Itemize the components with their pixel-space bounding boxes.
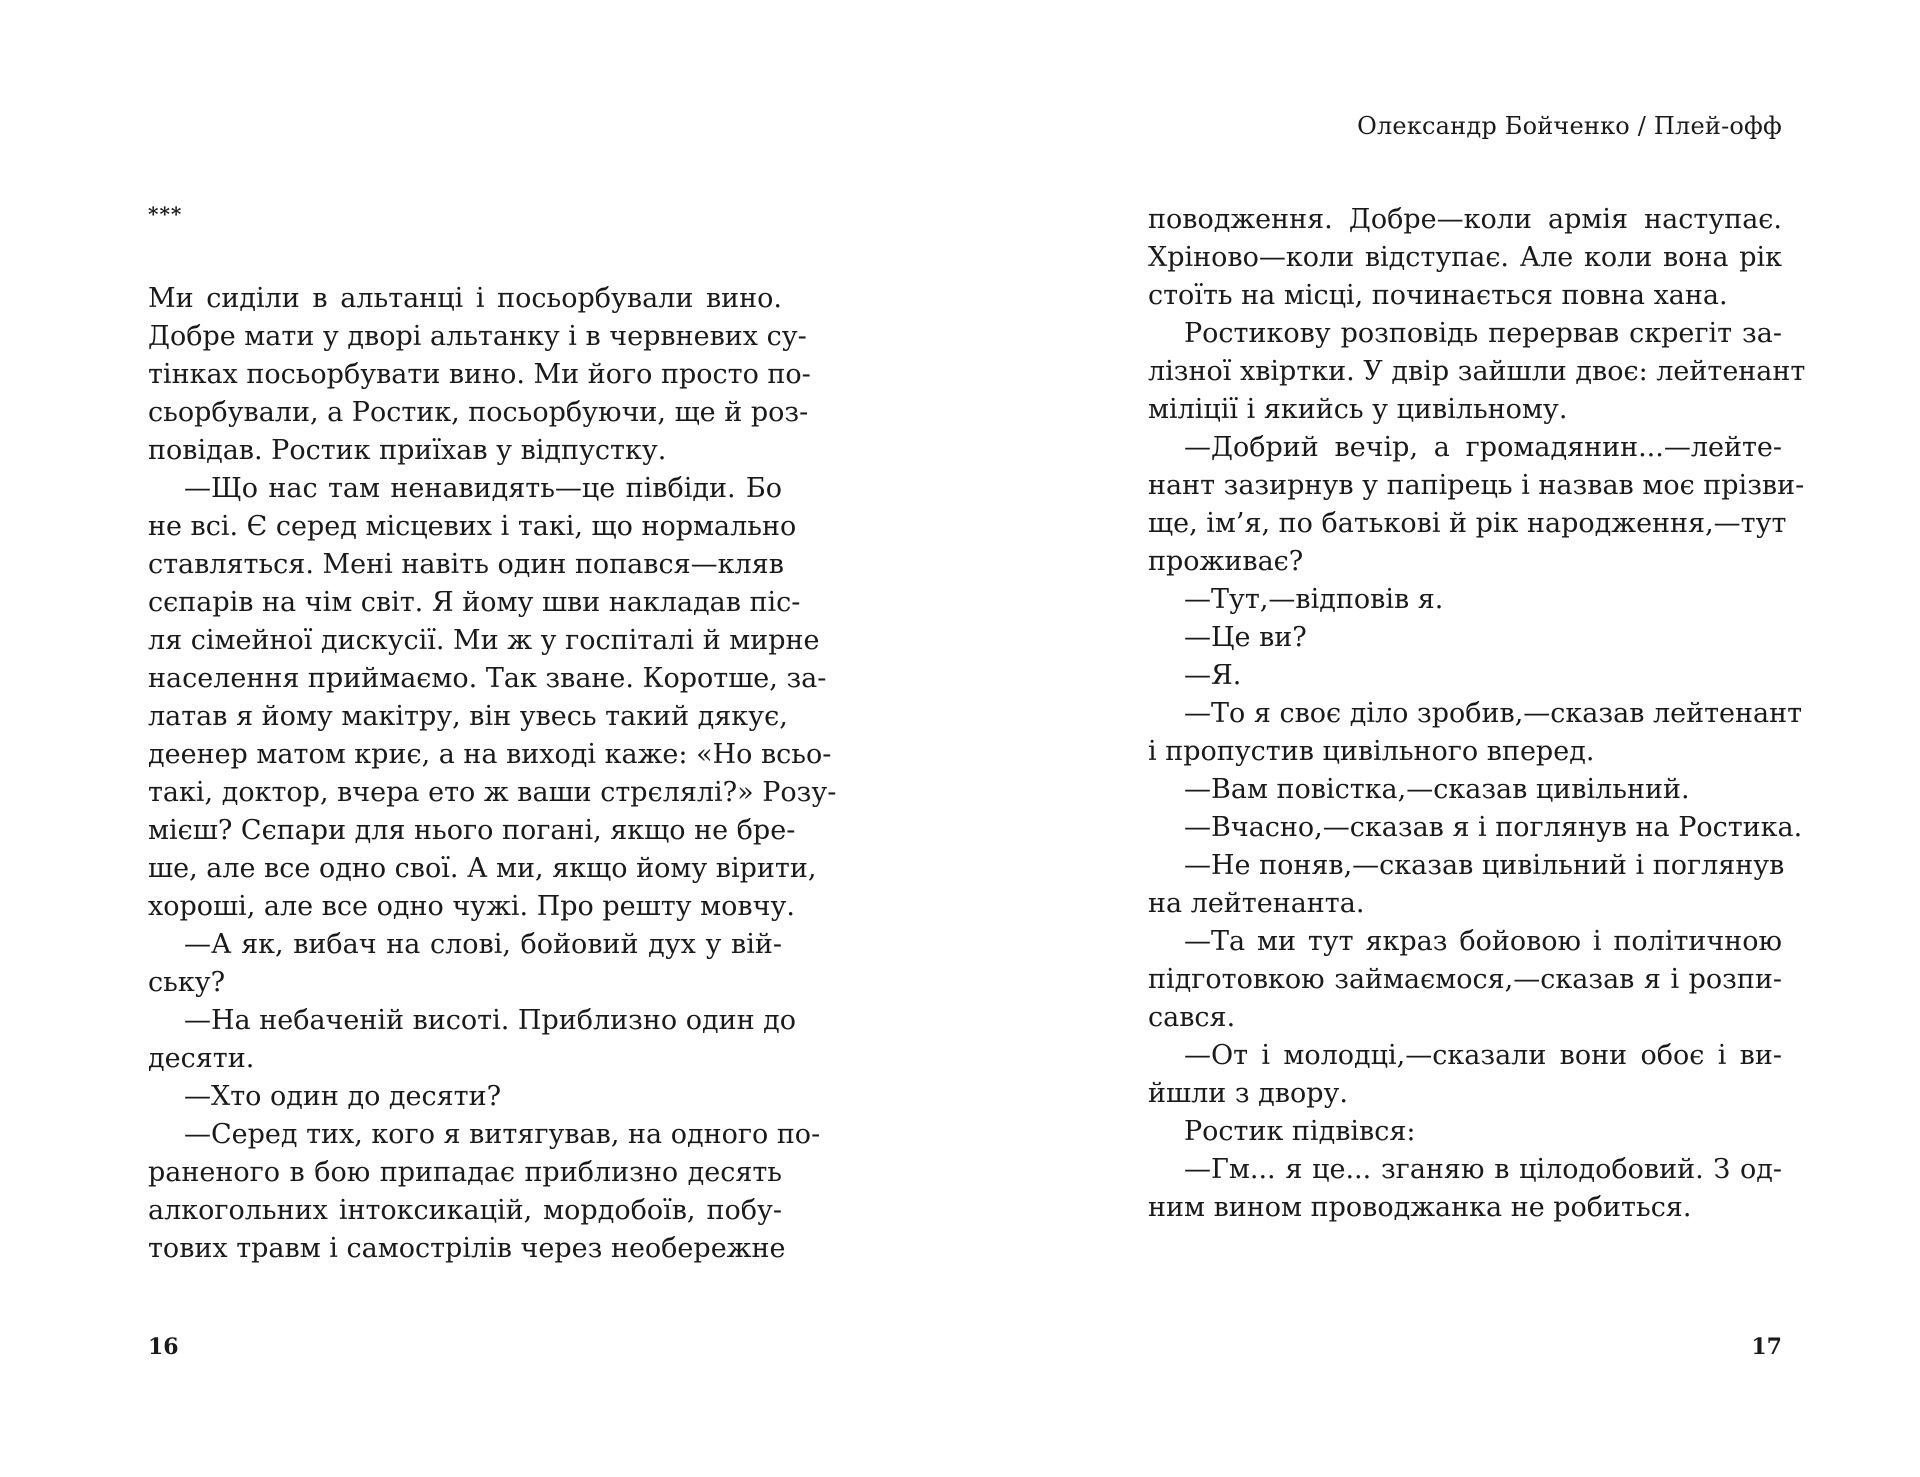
text-line: —Що нас там ненавидять—це півбіди. Бо bbox=[184, 473, 782, 504]
text-line: Хріново—коли відступає. Але коли вона рік bbox=[1148, 242, 1782, 273]
text-line: сєпарів на чім світ. Я йому шви накладав піс- bbox=[148, 587, 801, 618]
text-line: латав я йому макітру, він увесь такий дякує, bbox=[148, 701, 788, 732]
text-line: лізної хвіртки. У двір зайшли двоє: лейтенант bbox=[1148, 356, 1806, 387]
text-line: Добре мати у дворі альтанку і в червневих су- bbox=[148, 321, 807, 352]
text-line: —А як, вибач на слові, бойовий дух у вій- bbox=[184, 929, 782, 960]
text-line: йшли з двору. bbox=[1148, 1078, 1348, 1109]
text-line: хороші, але все одно чужі. Про решту мовчу. bbox=[148, 891, 795, 922]
text-line: поводження. Добре—коли армія наступає. bbox=[1148, 204, 1782, 235]
text-line: Ми сиділи в альтанці і посьорбували вино. bbox=[148, 283, 782, 314]
text-line: населення приймаємо. Так зване. Коротше, за- bbox=[148, 663, 827, 694]
text-line: на лейтенанта. bbox=[1148, 888, 1365, 919]
text-line: мієш? Сєпари для нього погані, якщо не бре- bbox=[148, 815, 796, 846]
running-head: Олександр Бойченко / Плей-офф bbox=[1357, 112, 1782, 140]
text-line: —Та ми тут якраз бойовою і політичною bbox=[1184, 926, 1782, 957]
text-line: тових травм і самострілів через необережне bbox=[148, 1233, 786, 1264]
text-line: —Вчасно,—сказав я і поглянув на Ростика. bbox=[1184, 812, 1803, 843]
text-line: раненого в бою припадає приблизно десять bbox=[148, 1157, 782, 1188]
text-line: і пропустив цивільного вперед. bbox=[1148, 736, 1595, 767]
text-line: —Хто один до десяти? bbox=[184, 1081, 502, 1112]
text-line: міліції і якийсь у цивільному. bbox=[1148, 394, 1568, 425]
text-line: стоїть на місці, починається повна хана. bbox=[1148, 280, 1728, 311]
page-number-right: 17 bbox=[1751, 1334, 1782, 1360]
text-line: Ростик підвівся: bbox=[1184, 1116, 1416, 1147]
text-line: підготовкою займаємося,—сказав я і розпи- bbox=[1148, 964, 1782, 995]
text-line: деенер матом криє, а на виході каже: «Но всьо- bbox=[148, 739, 832, 770]
text-line: —Не поняв,—сказав цивільний і поглянув bbox=[1184, 850, 1785, 881]
text-line: нант зазирнув у папірець і назвав моє прізви- bbox=[1148, 470, 1805, 501]
right-page bbox=[960, 0, 1920, 1477]
text-line: —Вам повістка,—сказав цивільний. bbox=[1184, 774, 1690, 805]
text-line: —Гм... я це... зганяю в цілодобовий. З од- bbox=[1184, 1154, 1782, 1185]
text-line: ську? bbox=[148, 967, 226, 998]
text-line: ним вином проводжанка не робиться. bbox=[1148, 1192, 1692, 1223]
text-line: тінках посьорбувати вино. Ми його просто по- bbox=[148, 359, 811, 390]
text-line: десяти. bbox=[148, 1043, 255, 1074]
section-mark: *** bbox=[148, 202, 183, 226]
left-page-text bbox=[148, 280, 837, 1268]
text-line: —Це ви? bbox=[1184, 622, 1307, 653]
text-line: ставляться. Мені навіть один попався—кляв bbox=[148, 549, 784, 580]
text-line: —Добрий вечір, а громадянин...—лейте- bbox=[1184, 432, 1782, 463]
text-line: —На небаченій висоті. Приблизно один до bbox=[184, 1005, 797, 1036]
text-line: ше, але все одно свої. А ми, якщо йому вірити, bbox=[148, 853, 817, 884]
text-line: не всі. Є серед місцевих і такі, що нормально bbox=[148, 511, 797, 542]
text-line: такі, доктор, вчера ето ж ваши стрєлялі?» Розу- bbox=[148, 777, 837, 808]
text-line: проживає? bbox=[1148, 546, 1304, 577]
text-line: —Тут,—відповів я. bbox=[1184, 584, 1444, 615]
text-line: —Серед тих, кого я витягував, на одного по- bbox=[184, 1119, 821, 1150]
text-line: алкогольних інтоксикацій, мордобоїв, побу- bbox=[148, 1195, 782, 1226]
text-line: ля сімейної дискусії. Ми ж у госпіталі й мирне bbox=[148, 625, 820, 656]
text-line: сався. bbox=[1148, 1002, 1236, 1033]
text-line: ще, ім’я, по батькові й рік народження,—тут bbox=[1148, 508, 1787, 539]
text-line: Ростикову розповідь перервав скрегіт за- bbox=[1184, 318, 1782, 349]
text-line: —То я своє діло зробив,—сказав лейтенант bbox=[1184, 698, 1803, 729]
text-line: повідав. Ростик приїхав у відпустку. bbox=[148, 435, 667, 466]
text-line: —От і молодці,—сказали вони обоє і ви- bbox=[1184, 1040, 1782, 1071]
text-line: —Я. bbox=[1184, 660, 1242, 691]
text-line: сьорбували, а Ростик, посьорбуючи, ще й роз- bbox=[148, 397, 809, 428]
page-number-left: 16 bbox=[148, 1334, 179, 1360]
right-page-text bbox=[1148, 201, 1806, 1227]
